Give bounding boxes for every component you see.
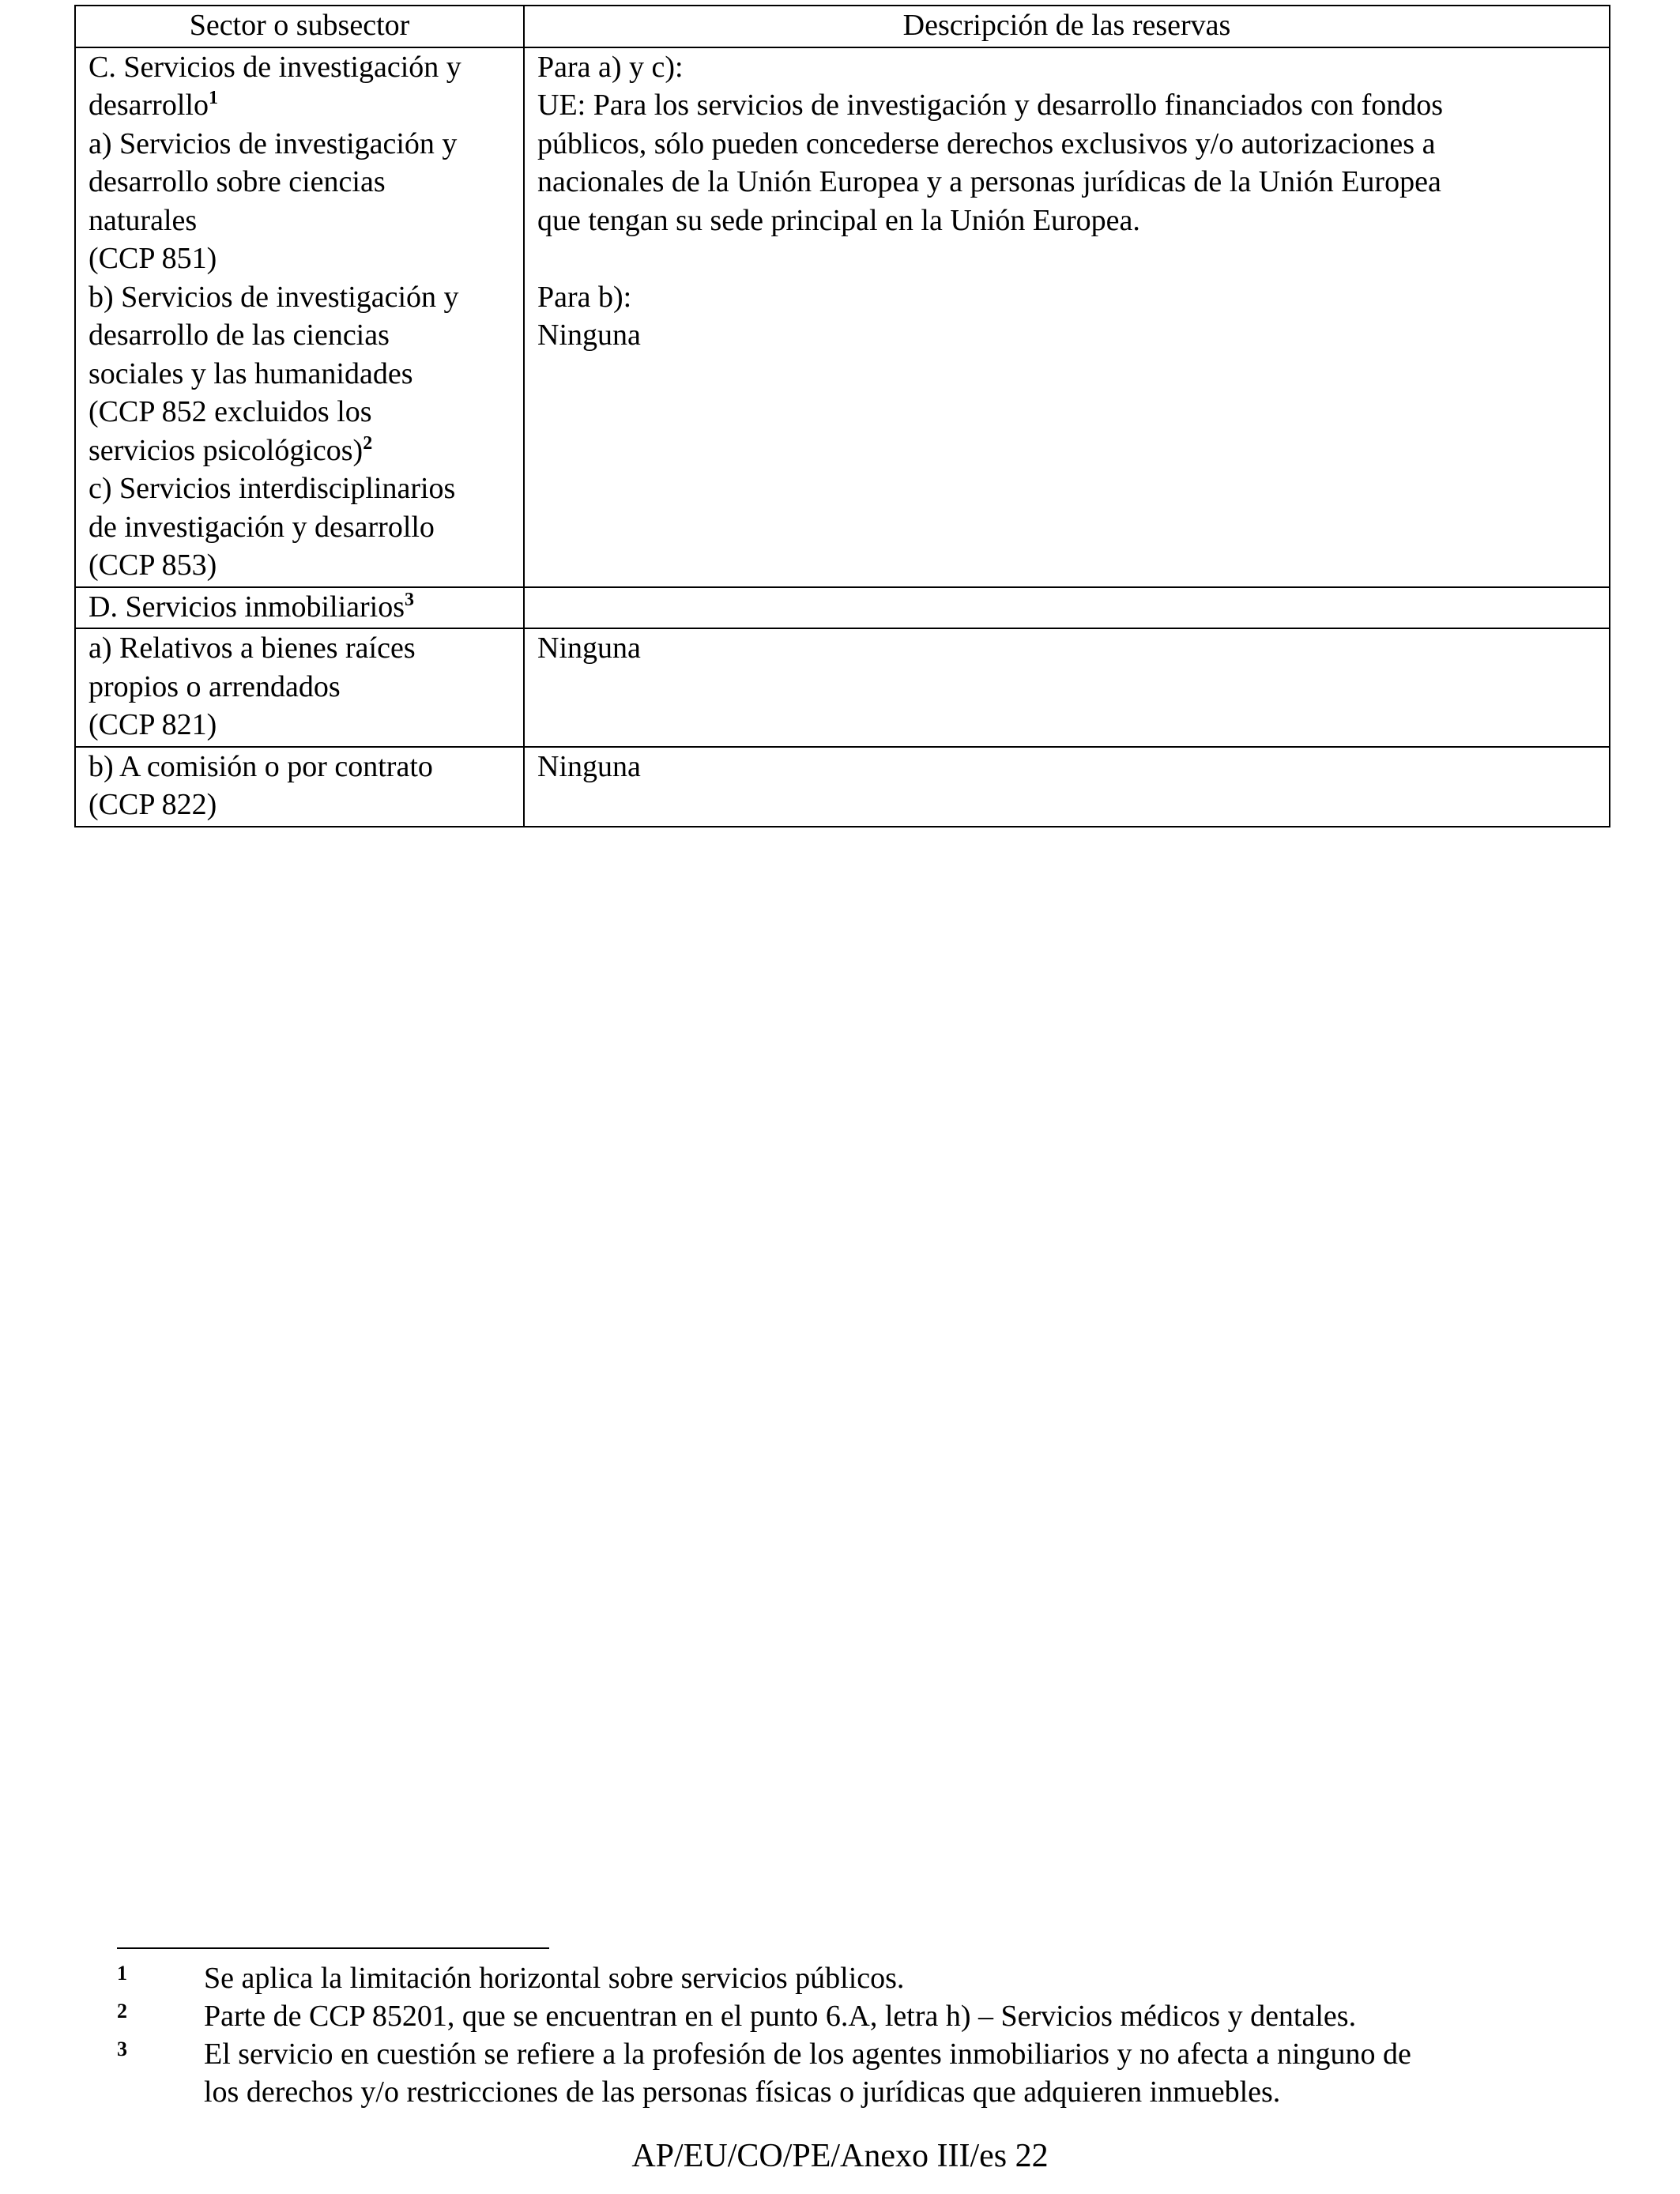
footnote-2 [117, 1997, 1618, 2035]
sector-line: naturales [89, 203, 198, 237]
page-footer: AP/EU/CO/PE/Anexo III/es 22 [631, 2138, 1049, 2174]
description-line: Ninguna [537, 631, 641, 665]
sector-line: (CCP 851) [89, 242, 217, 275]
header-sector: Sector o subsector [75, 6, 524, 47]
footnote-text: Parte de CCP 85201, que se encuentran en el punto 6.A, letra h) – Servicios médicos y dentales. [204, 2000, 1357, 2033]
sector-line: a) Servicios de investigación y [89, 126, 458, 160]
sector-line: C. Servicios de investigación y [89, 50, 461, 84]
reservations-table [74, 5, 1610, 827]
description-line: nacionales de la Unión Europea y a personas jurídicas de la Unión Europea [537, 165, 1441, 198]
description-cell-d-b [524, 747, 1610, 827]
footnote-3 [117, 2035, 1618, 2111]
sector-line: sociales y las humanidades [89, 356, 413, 390]
footnote-1 [117, 1959, 1618, 1997]
table-row [75, 587, 1610, 629]
sector-line: servicios psicológicos)$^2$ [89, 432, 373, 467]
description-line: Para b): [537, 280, 632, 314]
sector-line: c) Servicios interdisciplinarios [89, 472, 456, 505]
footnote-text: Se aplica la limitación horizontal sobre servicios públicos. [204, 1962, 905, 1995]
footnote-ref: 2 [363, 432, 373, 454]
sector-line: (CCP 821) [89, 708, 217, 741]
footnote-separator [117, 1947, 549, 1949]
sector-cell-c [75, 47, 524, 587]
sector-line: b) Servicios de investigación y [89, 280, 459, 314]
description-line: Para a) y c): [537, 50, 684, 84]
footnote-text: los derechos y/o restricciones de las personas físicas o jurídicas que adquieren inmuebles. [204, 2075, 1281, 2109]
footnote-mark: 1 [117, 1962, 127, 1985]
sector-cell-d [75, 587, 524, 629]
description-line: que tengan su sede principal en la Unión Europea. [537, 203, 1140, 237]
sector-line: (CCP 822) [89, 788, 217, 821]
sector-cell-d-a [75, 628, 524, 747]
description-line: UE: Para los servicios de investigación y desarrollo financiados con fondos [537, 89, 1444, 122]
table-row [75, 747, 1610, 827]
description-cell-c [524, 47, 1610, 587]
sector-line: de investigación y desarrollo [89, 510, 435, 544]
sector-line: desarrollo sobre ciencias [89, 165, 386, 198]
footnotes [117, 1959, 1618, 2111]
description-line: públicos, sólo pueden concederse derechos exclusivos y/o autorizaciones a [537, 126, 1436, 160]
description-cell-d [524, 587, 1610, 629]
sector-line: propios o arrendados [89, 669, 341, 703]
sector-line: b) A comisión o por contrato [89, 749, 433, 783]
sector-line: desarrollo$^1$ [89, 88, 218, 122]
sector-line: desarrollo de las ciencias [89, 319, 390, 352]
footnote-ref: 1 [208, 88, 218, 108]
footnote-mark: 2 [117, 2000, 127, 2022]
sector-line: (CCP 853) [89, 548, 217, 582]
description-line: Ninguna [537, 319, 641, 352]
sector-line: a) Relativos a bienes raíces [89, 631, 416, 665]
footnote-mark: 3 [117, 2038, 127, 2060]
paragraph-gap [537, 239, 1609, 278]
table-row [75, 47, 1610, 587]
header-description: Descripción de las reservas [524, 6, 1610, 47]
sector-line: (CCP 852 excluidos los [89, 395, 372, 428]
sector-line: D. Servicios inmobiliarios$^3$ [89, 589, 415, 624]
sector-cell-d-b [75, 747, 524, 827]
description-line: Ninguna [537, 749, 641, 783]
table-header-row [75, 6, 1610, 47]
description-cell-d-a [524, 628, 1610, 747]
footnote-text: El servicio en cuestión se refiere a la profesión de los agentes inmobiliarios y no afecta a ninguno de [204, 2038, 1411, 2071]
footnote-ref: 3 [405, 589, 415, 610]
table-row [75, 628, 1610, 747]
